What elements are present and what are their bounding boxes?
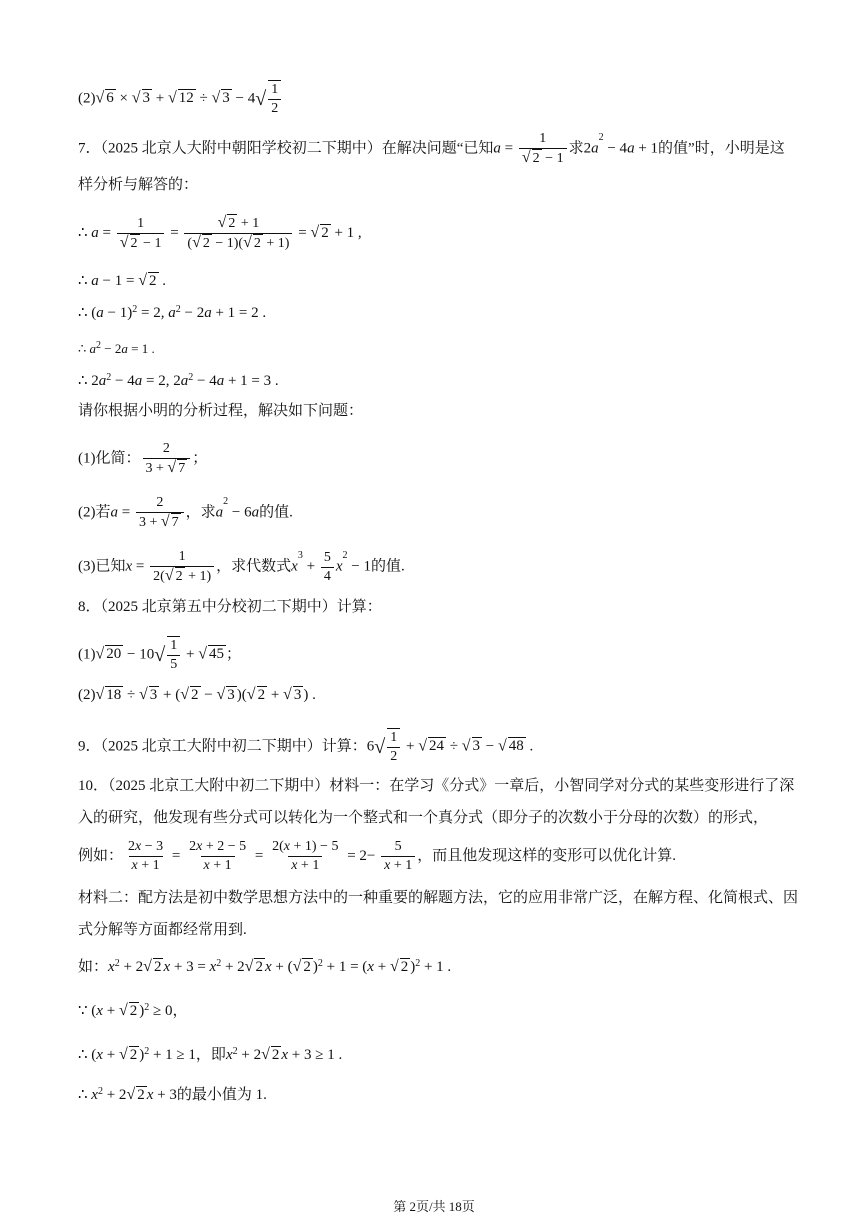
q8-header: 8．（2025 北京第五中分校初二下期中）计算： [78,599,382,615]
q10-complete-square: 如：$x^2 + 2√$ 2 $x + 3 = x^2 + 2√$ 2 x + (√ 2 )$^2$ + 1 = (x + √ 2 )$^2$ + 1 . [78,958,452,975]
q7-step2: ∴ a − 1 = √ 2 . [78,272,166,289]
q7-part2-tail: 的值. [259,504,293,521]
q10-example-tail: ，而且他发现这样的变形可以优化计算. [417,847,676,864]
q10-min: ∴ $x^2 + 2√$ 2 x + 3的最小值为 1. [78,1086,267,1103]
q10-therefore1: ∴ (x + √ 2 )$^2$ + 1 ≥ 1，即$x^2 + 2√$ 2 x + 3 ≥ 1 . [78,1046,343,1063]
q6-part2-label: (2) [78,90,96,107]
q6-part2: (2)√ 6 × √ 3 + √ 12 ÷ √ 3 − 4√ $\frac{1}{2}$ [78,80,818,118]
q7-part2-lead: (2)若 [78,504,111,521]
q10-material1: 10．（2025 北京工大附中初二下期中）材料一：在学习《分式》一章后，小智同学对分式的某些变形进行了深入的研究，他发现有些分式可以转化为一个整式和一个真分式（即分子的次数小于分母的次数）的形式， [78,778,795,826]
q10-min-tail: 的最小值为 1. [176,1087,267,1103]
q7-step4: ∴ $a^2 - 2a = 1$ . [78,340,155,356]
q8-part1-label: (1) [78,646,96,663]
q7-step3: ∴ $(a - 1)^2 = 2$, $a^2 - 2a + 1 = 2$ . [78,304,267,321]
q7-part3: (3)已知x = $\frac{1}{2(√ 2 + 1)}$ ，求代数式$x^3$ + $\frac{5}{4}$ $x^2 - 1$的值. [78,549,405,584]
q7-header-tail: 的值”时，小明是这 [658,140,785,157]
q7-header: 7．（2025 北京人大附中朝阳学校初二下期中）在解决问题“已知a = $\frac{1}{√ 2 - 1}$ 求$2a^2 - 4a + 1$的值”时，小明是这 [78,131,785,166]
q7-part1: (1)化简： $\frac{2}{3 + √ 7}$ ； [78,441,208,476]
q7-part2: (2)若a = $\frac{2}{3 + √ 7}$ ，求$a^2 - 6a$的值. [78,495,293,530]
q10-material2: 材料二：配方法是初中数学思想方法中的一种重要的解题方法，它的应用非常广泛，在解方程、化简根式、因式分解等方面都经常用到. [78,890,799,938]
q8-part1: (1)√ 20 − 10√ $\frac{1}{5}$ + √ 45 ； [78,638,241,672]
q10-ex-lead: 如： [78,959,109,975]
q9-header: 9．（2025 北京工大附中初二下期中）计算： [78,738,367,755]
page-footer: 第 2页/共 18页 [393,1199,475,1214]
q7-header-lead: 7．（2025 北京人大附中朝阳学校初二下期中）在解决问题“已知 [78,140,494,157]
q7-header-mid: 求 [568,140,584,157]
q10-because-tail: ， [172,1003,188,1019]
q7-header-line2: 样分析与解答的： [78,177,199,193]
q7-step1: ∴ a = $\frac{1}{√ 2 - 1}$ = $\frac{√ 2 + 1}{(√ 2 - 1)(√ 2 + 1)}$ = √ 2 + 1 , [78,214,362,251]
q10-therefore1-mid: ，即 [195,1047,226,1063]
q7-part3-tail: 的值. [370,558,405,575]
q7-part3-mid: ，求代数式 [216,558,292,575]
q7-step5: ∴ $2a^2 - 4a = 2$, $2a^2 - 4a + 1 = 3$ . [78,372,279,389]
q10-because: ∵ (x + √ 2 )$^2$ ≥ 0， [78,1002,188,1019]
q10-example: 例如： $\frac{2x - 3}{x + 1}$ = $\frac{2x + 2 - 5}{x + 1}$ = $\frac{2(x + 1) - 5}{x + 1}$ = 2− $\frac{5}{x + 1}$ ，而且他发现这样的变形可以优化计算. [78,839,676,873]
q8-part2-label: (2) [78,687,96,703]
q7-part2-mid: ，求 [185,504,216,521]
q10-example-lead: 例如： [78,847,124,864]
q8-part2: (2)√ 18 ÷ √ 3 + (√ 2 − √ 3 )(√ 2 + √ 3 ) . [78,686,316,703]
q9: 9．（2025 北京工大附中初二下期中）计算：6√ $\frac{1}{2}$ + √ 24 ÷ √ 3 − √ 48 . [78,730,534,764]
q7-part3-lead: (3)已知 [78,558,126,575]
q7-prompt: 请你根据小明的分析过程，解决如下问题： [78,403,364,419]
q7-part1-label: (1)化简： [78,450,141,467]
